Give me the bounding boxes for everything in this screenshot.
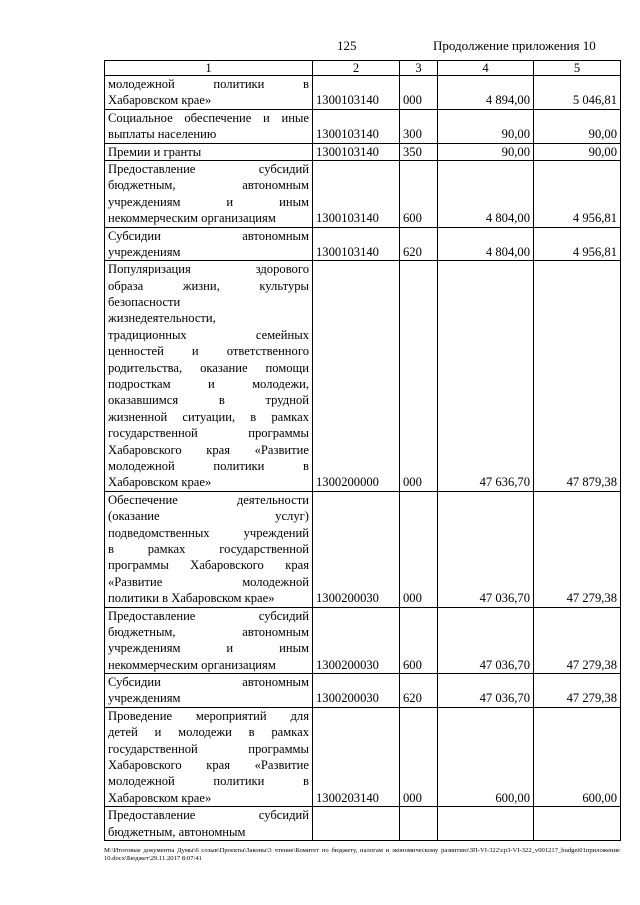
row-name: [105, 76, 313, 110]
row-name-line: некоммерческим организациям: [108, 657, 276, 672]
row-name-line: Субсидии автономным: [108, 675, 309, 690]
row-name: [105, 143, 313, 160]
row-name-line: детей и молодежи в рамках: [108, 725, 309, 740]
row-name-line: Предоставление субсидий: [108, 161, 309, 176]
row-name-line: молодежной политики в: [108, 459, 309, 473]
amount-col5: [534, 807, 621, 841]
expense-type-code: 600: [400, 607, 438, 674]
expense-type-code: 620: [400, 227, 438, 261]
amount-col5: 4 956,81: [534, 160, 621, 227]
row-name: [105, 607, 313, 674]
column-header: 1: [105, 61, 313, 76]
row-name-line: в рамках государственной: [108, 541, 309, 556]
amount-col4: 4 804,00: [438, 227, 534, 261]
expense-type-code: [400, 807, 438, 841]
amount-col4: 47 036,70: [438, 607, 534, 674]
document-file-path: M:\Итоговые документы Думы\6 созыв\Проекты\Законы\3 чтение\Комитет по бюджету, налогам и экономическому развитию\ЗП-VI-322\ср3-VI-322_v001217_budget01приложение 10.docx\Бюджет\29.11.2017 8:07:41: [104, 847, 620, 863]
budget-table: [104, 60, 621, 841]
target-article-code: 1300103140: [313, 160, 400, 227]
target-article-code: 1300103140: [313, 109, 400, 143]
table-row: [105, 491, 621, 607]
row-name-line: «Развитие молодежной: [108, 574, 309, 589]
row-name-line: учреждениям: [108, 244, 181, 259]
row-name-line: политики в Хабаровском крае»: [108, 591, 275, 606]
expense-type-code: 620: [400, 674, 438, 708]
row-name-line: молодежной политики в: [108, 774, 309, 789]
target-article-code: 1300200030: [313, 491, 400, 607]
amount-col4: 90,00: [438, 143, 534, 160]
page-number: 125: [337, 38, 357, 53]
row-name: [105, 674, 313, 708]
row-name: [105, 261, 313, 491]
amount-col4: 47 636,70: [438, 261, 534, 491]
table-row: [105, 607, 621, 674]
amount-col4: 90,00: [438, 109, 534, 143]
row-name-line: подведомственных учреждений: [108, 525, 309, 540]
target-article-code: 1300103140: [313, 76, 400, 110]
row-name-line: жизнедеятельности,: [108, 311, 216, 326]
row-name-line: Социальное обеспечение и иные: [108, 110, 309, 125]
row-name-line: безопасности: [108, 295, 181, 310]
row-name-line: бюджетным, автономным: [108, 178, 309, 193]
amount-col4: 4 894,00: [438, 76, 534, 110]
row-name-line: ценностей и ответственного: [108, 344, 309, 359]
amount-col4: 600,00: [438, 707, 534, 806]
table-header-row: [105, 61, 621, 76]
amount-col4: [438, 807, 534, 841]
row-name-line: Обеспечение деятельности: [108, 492, 309, 507]
appendix-continuation-label: Продолжение приложения 10: [433, 38, 596, 53]
amount-col5: 90,00: [534, 143, 621, 160]
row-name-line: жизненной ситуации, в рамках: [108, 409, 309, 424]
target-article-code: 1300103140: [313, 143, 400, 160]
row-name-line: оказавшимся в трудной: [108, 393, 309, 408]
row-name-line: молодежной политики в: [108, 77, 309, 91]
row-name-line: учреждениям и иным: [108, 194, 309, 209]
row-name-line: Хабаровском крае»: [108, 790, 212, 805]
row-name: [105, 807, 313, 841]
amount-col5: 47 279,38: [534, 607, 621, 674]
table-row: [105, 160, 621, 227]
expense-type-code: 000: [400, 261, 438, 491]
amount-col5: 5 046,81: [534, 76, 621, 110]
amount-col5: 47 279,38: [534, 674, 621, 708]
row-name-line: учреждениям и иным: [108, 641, 309, 656]
table-row: [105, 674, 621, 708]
target-article-code: 1300200030: [313, 674, 400, 708]
table-row: [105, 261, 621, 491]
row-name-line: программы Хабаровского края: [108, 558, 309, 573]
amount-col5: 47 279,38: [534, 491, 621, 607]
row-name-line: некоммерческим организациям: [108, 211, 276, 226]
row-name: [105, 160, 313, 227]
column-header: 3: [400, 61, 438, 76]
table-row: [105, 76, 621, 110]
amount-col5: 4 956,81: [534, 227, 621, 261]
row-name-line: Предоставление субсидий: [108, 608, 309, 623]
table-row: [105, 143, 621, 160]
table-row: [105, 707, 621, 806]
target-article-code: 1300200030: [313, 607, 400, 674]
page-header: [0, 38, 640, 56]
row-name-line: бюджетным, автономным: [108, 824, 246, 839]
row-name-line: (оказание услуг): [108, 509, 309, 524]
row-name-line: государственной программы: [108, 741, 309, 756]
row-name-line: Премии и гранты: [108, 144, 202, 159]
table-body: [105, 76, 621, 841]
expense-type-code: 600: [400, 160, 438, 227]
target-article-code: [313, 807, 400, 841]
row-name-line: Хабаровском крае»: [108, 475, 212, 490]
table-row: [105, 227, 621, 261]
amount-col5: 600,00: [534, 707, 621, 806]
row-name-line: образа жизни, культуры: [108, 278, 309, 293]
amount-col4: 47 036,70: [438, 674, 534, 708]
row-name-line: Предоставление субсидий: [108, 808, 309, 823]
row-name-line: Популяризация здорового: [108, 262, 309, 277]
expense-type-code: 300: [400, 109, 438, 143]
column-header: 4: [438, 61, 534, 76]
amount-col4: 47 036,70: [438, 491, 534, 607]
row-name: [105, 707, 313, 806]
amount-col5: 90,00: [534, 109, 621, 143]
target-article-code: 1300103140: [313, 227, 400, 261]
row-name-line: подросткам и молодежи,: [108, 377, 309, 392]
expense-type-code: 000: [400, 76, 438, 110]
amount-col5: 47 879,38: [534, 261, 621, 491]
row-name-line: Субсидии автономным: [108, 228, 309, 243]
row-name: [105, 491, 313, 607]
row-name-line: Хабаровском крае»: [108, 93, 212, 108]
row-name-line: бюджетным, автономным: [108, 624, 309, 639]
target-article-code: 1300203140: [313, 707, 400, 806]
column-header: 2: [313, 61, 400, 76]
row-name: [105, 109, 313, 143]
row-name-line: традиционных семейных: [108, 327, 309, 342]
row-name-line: выплаты населению: [108, 127, 217, 142]
amount-col4: 4 804,00: [438, 160, 534, 227]
row-name-line: родительства, оказание помощи: [108, 360, 309, 375]
expense-type-code: 350: [400, 143, 438, 160]
row-name-line: Хабаровского края «Развитие: [108, 758, 309, 773]
expense-type-code: 000: [400, 491, 438, 607]
row-name: [105, 227, 313, 261]
table-row: [105, 807, 621, 841]
row-name-line: Хабаровского края «Развитие: [108, 442, 309, 457]
row-name-line: Проведение мероприятий для: [108, 708, 309, 723]
row-name-line: учреждениям: [108, 691, 181, 706]
table-row: [105, 109, 621, 143]
target-article-code: 1300200000: [313, 261, 400, 491]
column-header: 5: [534, 61, 621, 76]
row-name-line: государственной программы: [108, 426, 309, 441]
expense-type-code: 000: [400, 707, 438, 806]
